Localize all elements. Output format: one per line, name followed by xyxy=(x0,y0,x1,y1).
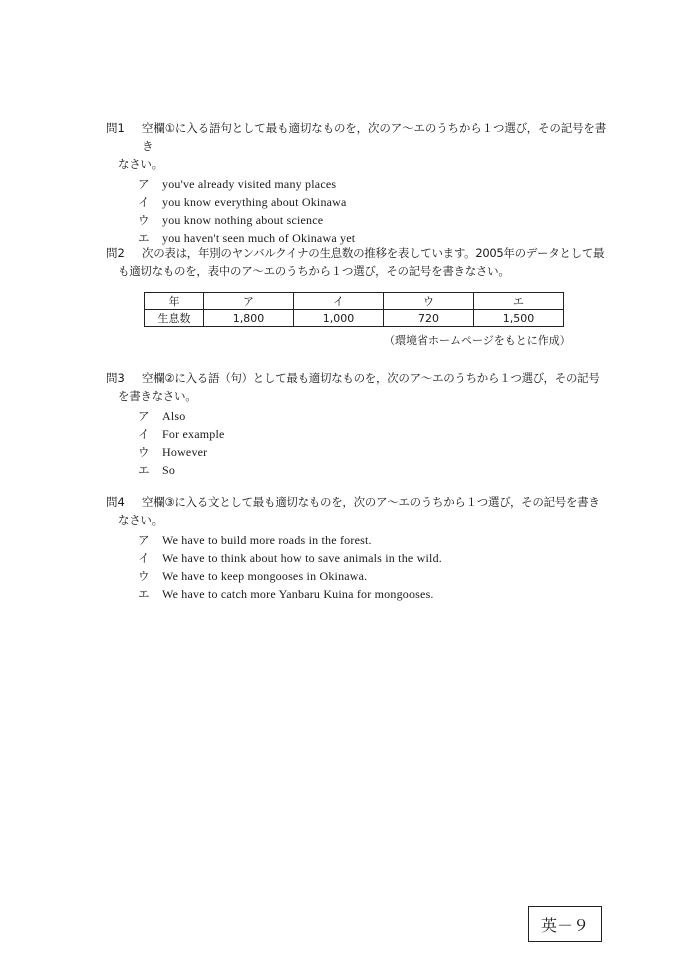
page-number-box xyxy=(528,906,602,942)
option xyxy=(138,193,606,211)
question-2-text-cont: も適切なものを，表中のア～エのうちから１つ選び，その記号を書きなさい。 xyxy=(118,264,510,278)
table-header-row xyxy=(145,293,564,310)
option-key: ア xyxy=(138,409,150,423)
table-header-cell: イ xyxy=(294,293,384,310)
option xyxy=(138,211,606,229)
option-text: For example xyxy=(162,427,225,441)
question-4-text-cont: なさい。 xyxy=(118,513,163,527)
table-cell: 720 xyxy=(384,310,474,327)
question-4-text: 空欄③に入る文として最も適切なものを，次のア～エのうちから１つ選び，その記号を書き xyxy=(142,495,600,509)
question-1-text: 空欄①に入る語句として最も適切なものを，次のア～エのうちから１つ選び，その記号を書き xyxy=(142,121,606,153)
option-text: We have to build more roads in the forest. xyxy=(162,533,372,547)
option-key: ウ xyxy=(138,445,150,459)
option-text: We have to keep mongooses in Okinawa. xyxy=(162,569,368,583)
option-text: We have to think about how to save animals in the wild. xyxy=(162,551,442,565)
table-header-cell: 年 xyxy=(145,293,204,310)
question-1 xyxy=(106,119,606,247)
option xyxy=(138,585,606,603)
option-text: However xyxy=(162,445,208,459)
option-text: So xyxy=(162,463,176,477)
table-cell: 1,800 xyxy=(204,310,294,327)
question-1-label: 問1 xyxy=(106,121,125,135)
question-3-label: 問3 xyxy=(106,371,125,385)
table-cell: 1,000 xyxy=(294,310,384,327)
question-1-options xyxy=(138,175,606,247)
option xyxy=(138,461,606,479)
option xyxy=(138,175,606,193)
question-2-text: 次の表は，年別のヤンバルクイナの生息数の推移を表しています。2005年のデータとして最 xyxy=(142,246,605,260)
option xyxy=(138,407,606,425)
option xyxy=(138,425,606,443)
question-4 xyxy=(106,493,606,603)
option-key: エ xyxy=(138,231,150,245)
option-text: Also xyxy=(162,409,186,423)
question-3-text-cont: を書きなさい。 xyxy=(118,389,197,403)
table-header-cell: ウ xyxy=(384,293,474,310)
option-key: エ xyxy=(138,587,150,601)
option-key: イ xyxy=(138,195,150,209)
option xyxy=(138,549,606,567)
table-cell: 生息数 xyxy=(145,310,204,327)
table-row xyxy=(145,310,564,327)
question-4-options xyxy=(138,531,606,603)
option-text: you haven't seen much of Okinawa yet xyxy=(162,231,356,245)
option-key: ウ xyxy=(138,569,150,583)
option-key: ア xyxy=(138,177,150,191)
question-2 xyxy=(106,244,606,280)
option xyxy=(138,531,606,549)
table-header-cell: ア xyxy=(204,293,294,310)
table-source: （環境省ホームページをもとに作成） xyxy=(384,334,571,347)
option xyxy=(138,567,606,585)
question-3-options xyxy=(138,407,606,479)
table-header-cell: エ xyxy=(474,293,564,310)
option-text: you know nothing about science xyxy=(162,213,324,227)
table-cell: 1,500 xyxy=(474,310,564,327)
option-key: イ xyxy=(138,427,150,441)
option-key: ア xyxy=(138,533,150,547)
option-key: エ xyxy=(138,463,150,477)
question-1-text-cont: なさい。 xyxy=(118,157,163,171)
question-2-label: 問2 xyxy=(106,246,125,260)
question-4-label: 問4 xyxy=(106,495,125,509)
population-table xyxy=(144,292,564,327)
option xyxy=(138,443,606,461)
option-text: you know everything about Okinawa xyxy=(162,195,347,209)
option-key: イ xyxy=(138,551,150,565)
option-key: ウ xyxy=(138,213,150,227)
page-number: 英－９ xyxy=(540,915,589,935)
question-3 xyxy=(106,369,606,479)
option-text: you've already visited many places xyxy=(162,177,337,191)
option-text: We have to catch more Yanbaru Kuina for mongooses. xyxy=(162,587,434,601)
question-3-text: 空欄②に入る語（句）として最も適切なものを，次のア～エのうちから１つ選び，その記号 xyxy=(142,371,600,385)
